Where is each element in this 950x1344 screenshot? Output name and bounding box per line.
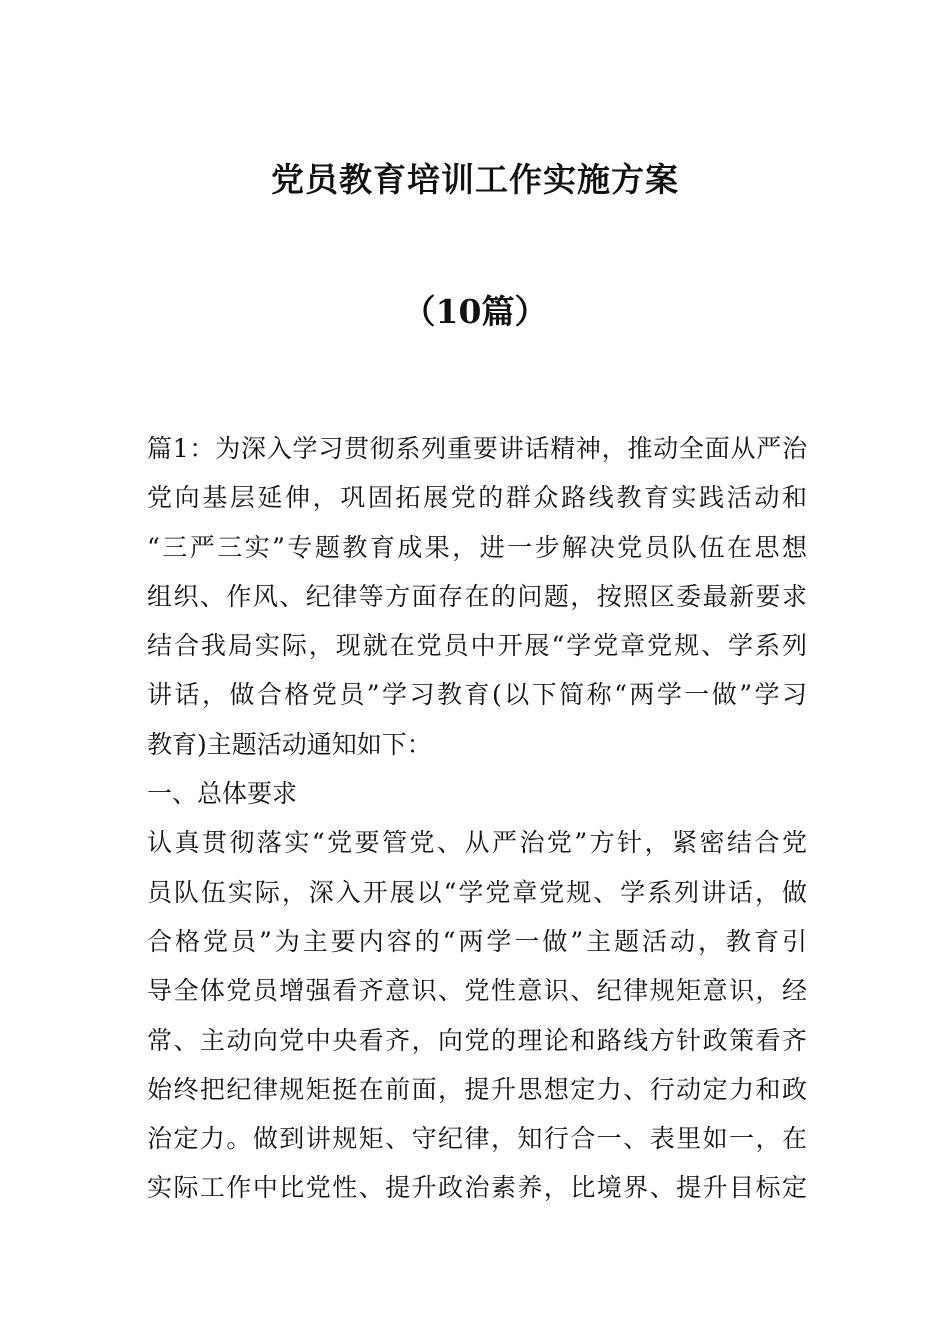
body-line: 导全体党员增强看齐意识、党性意识、纪律规矩意识，经	[147, 976, 807, 1006]
document-body	[147, 424, 807, 1213]
body-line: 教育)主题活动通知如下：	[147, 729, 432, 759]
body-line: 讲话，做合格党员”学习教育(以下简称“两学一做”学习	[147, 680, 807, 710]
body-line: 认真贯彻落实“党要管党、从严治党”方针，紧密结合党	[147, 828, 807, 858]
body-line: 篇1：为深入学习贯彻系列重要讲话精神，推动全面从严治	[147, 434, 807, 463]
body-line: 始终把纪律规矩挺在前面，提升思想定力、行动定力和政	[147, 1074, 807, 1104]
body-line: 员队伍实际，深入开展以“学党章党规、学系列讲话，做	[147, 877, 807, 907]
document-title: 党员教育培训工作实施方案	[271, 160, 679, 199]
body-line: 治定力。做到讲规矩、守纪律，知行合一、表里如一，在	[147, 1124, 807, 1154]
body-line: 合格党员”为主要内容的“两学一做”主题活动，教育引	[147, 926, 807, 956]
body-line: 党向基层延伸，巩固拓展党的群众路线教育实践活动和	[147, 483, 807, 513]
body-line: 组织、作风、纪律等方面存在的问题，按照区委最新要求	[147, 581, 807, 611]
body-line: 结合我局实际，现就在党员中开展“学党章党规、学系列	[147, 631, 807, 661]
body-line: “三严三实”专题教育成果，进一步解决党员队伍在思想	[147, 532, 807, 562]
body-line: 实际工作中比党性、提升政治素养，比境界、提升目标定	[147, 1173, 807, 1203]
document-subtitle: （10篇）	[402, 292, 548, 331]
body-line: 常、主动向党中央看齐，向党的理论和路线方针政策看齐	[147, 1025, 807, 1055]
section-heading: 一、总体要求	[147, 779, 298, 809]
